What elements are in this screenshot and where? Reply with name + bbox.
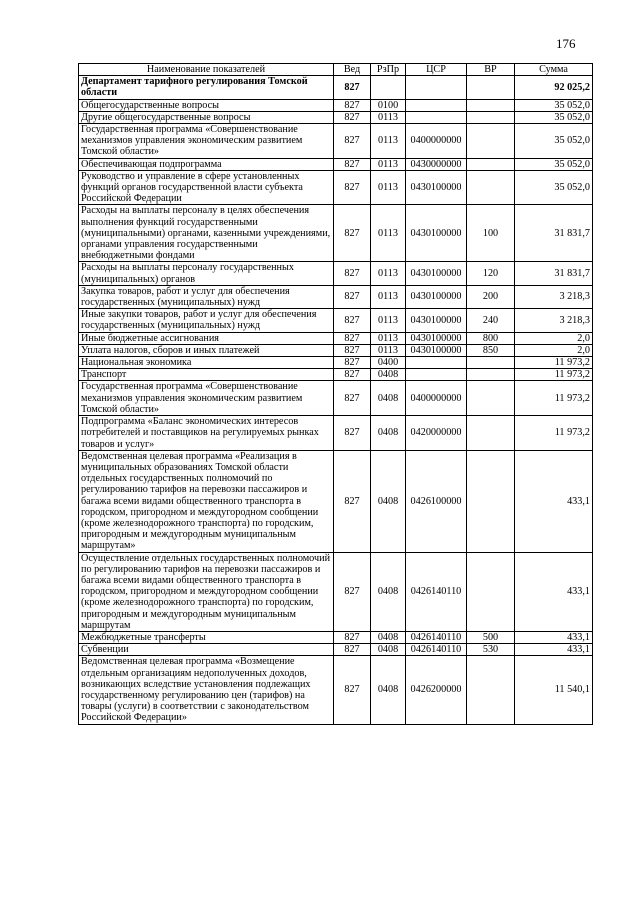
cell-name: Подпрограмма «Баланс экономических интересов потребителей и поставщиков на регулируемых рынках товаров и услуг» (79, 416, 334, 451)
cell-ved: 827 (334, 285, 371, 308)
cell-rzpr: 0408 (371, 450, 406, 552)
cell-name: Закупка товаров, работ и услуг для обеспечения государственных (муниципальных) нужд (79, 285, 334, 308)
cell-vr: 200 (467, 285, 515, 308)
cell-name: Общегосударственные вопросы (79, 99, 334, 111)
cell-vr (467, 111, 515, 123)
cell-rzpr: 0400 (371, 357, 406, 369)
cell-sum: 433,1 (515, 450, 593, 552)
cell-name: Расходы на выплаты персоналу в целях обеспечения выполнения функций государственными (муниципальными) органами, казенными учреждениями, органами управления государственными внебюджетными фондами (79, 205, 334, 262)
table-row (79, 369, 593, 381)
cell-csr: 0430100000 (406, 262, 467, 285)
cell-rzpr: 0408 (371, 631, 406, 643)
table-row (79, 332, 593, 344)
cell-rzpr: 0113 (371, 205, 406, 262)
table-row (79, 158, 593, 170)
cell-name: Субвенции (79, 644, 334, 656)
cell-ved: 827 (334, 631, 371, 643)
cell-rzpr: 0113 (371, 111, 406, 123)
cell-vr: 800 (467, 332, 515, 344)
cell-sum: 35 052,0 (515, 111, 593, 123)
page-number: 176 (556, 36, 576, 51)
table-row (79, 344, 593, 356)
cell-ved: 827 (334, 262, 371, 285)
cell-rzpr: 0113 (371, 332, 406, 344)
cell-name: Руководство и управление в сфере установленных функций органов государственной власти субъекта Российской Федерации (79, 170, 334, 205)
cell-vr (467, 357, 515, 369)
cell-sum: 2,0 (515, 332, 593, 344)
cell-csr: 0430000000 (406, 158, 467, 170)
cell-csr: 0430100000 (406, 332, 467, 344)
table-row (79, 381, 593, 416)
table-row (79, 99, 593, 111)
cell-vr: 850 (467, 344, 515, 356)
cell-vr: 530 (467, 644, 515, 656)
cell-csr: 0420000000 (406, 416, 467, 451)
cell-csr (406, 111, 467, 123)
cell-vr (467, 124, 515, 159)
cell-sum: 433,1 (515, 644, 593, 656)
table-header-row (79, 64, 593, 76)
table-row (79, 111, 593, 123)
cell-vr (467, 416, 515, 451)
cell-csr: 0430100000 (406, 344, 467, 356)
cell-sum: 35 052,0 (515, 158, 593, 170)
table-row (79, 450, 593, 552)
cell-sum: 2,0 (515, 344, 593, 356)
cell-name: Уплата налогов, сборов и иных платежей (79, 344, 334, 356)
cell-rzpr: 0100 (371, 99, 406, 111)
cell-csr: 0400000000 (406, 381, 467, 416)
cell-sum: 433,1 (515, 552, 593, 631)
cell-csr: 0430100000 (406, 170, 467, 205)
cell-csr: 0430100000 (406, 309, 467, 332)
table-row (79, 170, 593, 205)
cell-name: Межбюджетные трансферты (79, 631, 334, 643)
cell-sum: 35 052,0 (515, 170, 593, 205)
cell-name: Государственная программа «Совершенствование механизмов управления экономическим развитием Томской области» (79, 124, 334, 159)
cell-csr: 0426200000 (406, 656, 467, 724)
table-row (79, 76, 593, 99)
table-row (79, 416, 593, 451)
cell-name: Транспорт (79, 369, 334, 381)
cell-sum: 11 973,2 (515, 357, 593, 369)
cell-sum: 3 218,3 (515, 309, 593, 332)
cell-ved: 827 (334, 416, 371, 451)
cell-sum: 35 052,0 (515, 99, 593, 111)
cell-rzpr: 0113 (371, 309, 406, 332)
cell-csr: 0400000000 (406, 124, 467, 159)
column-header-vr: ВР (467, 64, 515, 76)
cell-vr: 100 (467, 205, 515, 262)
cell-ved: 827 (334, 76, 371, 99)
cell-vr (467, 158, 515, 170)
cell-rzpr: 0408 (371, 644, 406, 656)
cell-ved: 827 (334, 552, 371, 631)
cell-rzpr: 0113 (371, 170, 406, 205)
cell-rzpr: 0113 (371, 285, 406, 308)
cell-csr: 0430100000 (406, 205, 467, 262)
cell-name: Другие общегосударственные вопросы (79, 111, 334, 123)
table-row (79, 285, 593, 308)
cell-sum: 31 831,7 (515, 262, 593, 285)
cell-sum: 35 052,0 (515, 124, 593, 159)
cell-name: Ведомственная целевая программа «Возмещение отдельным организациям недополученных доходов, возникающих вследствие установления подлежащих государственному регулированию цен (тарифов) на товары (услуги) в соответствии с законодательством Российской Федерации» (79, 656, 334, 724)
cell-csr (406, 99, 467, 111)
table-row (79, 124, 593, 159)
column-header-sum: Сумма (515, 64, 593, 76)
cell-ved: 827 (334, 332, 371, 344)
cell-csr: 0426140110 (406, 631, 467, 643)
cell-name: Ведомственная целевая программа «Реализация в муниципальных образованиях Томской области отдельных государственных полномочий по регулированию тарифов на перевозки пассажиров и багажа всеми видами общественного транспорта в городском, пригородном и междугородном сообщении (кроме железнодорожного транспорта) по городским, пригородным и междугородным муниципальным маршрутам» (79, 450, 334, 552)
cell-vr (467, 450, 515, 552)
cell-ved: 827 (334, 450, 371, 552)
cell-rzpr: 0408 (371, 416, 406, 451)
cell-csr (406, 357, 467, 369)
cell-name: Иные бюджетные ассигнования (79, 332, 334, 344)
cell-vr (467, 552, 515, 631)
cell-rzpr: 0408 (371, 381, 406, 416)
cell-vr (467, 369, 515, 381)
cell-csr (406, 369, 467, 381)
cell-name: Государственная программа «Совершенствование механизмов управления экономическим развитием Томской области» (79, 381, 334, 416)
cell-csr: 0426140110 (406, 644, 467, 656)
column-header-name: Наименование показателей (79, 64, 334, 76)
column-header-csr: ЦСР (406, 64, 467, 76)
cell-rzpr (371, 76, 406, 99)
cell-ved: 827 (334, 170, 371, 205)
cell-ved: 827 (334, 99, 371, 111)
cell-vr (467, 381, 515, 416)
cell-name: Иные закупки товаров, работ и услуг для обеспечения государственных (муниципальных) нужд (79, 309, 334, 332)
table-row (79, 644, 593, 656)
table-row (79, 552, 593, 631)
cell-vr: 240 (467, 309, 515, 332)
cell-name: Национальная экономика (79, 357, 334, 369)
cell-vr: 500 (467, 631, 515, 643)
cell-rzpr: 0113 (371, 158, 406, 170)
cell-sum: 92 025,2 (515, 76, 593, 99)
cell-rzpr: 0113 (371, 262, 406, 285)
cell-rzpr: 0408 (371, 656, 406, 724)
cell-ved: 827 (334, 369, 371, 381)
table-row (79, 631, 593, 643)
cell-name: Обеспечивающая подпрограмма (79, 158, 334, 170)
cell-vr (467, 656, 515, 724)
cell-name: Осуществление отдельных государственных полномочий по регулированию тарифов на перевозки пассажиров и багажа всеми видами общественного транспорта в городском, пригородном и междугородном сообщении (кроме железнодорожного транспорта) по городским, пригородным и междугородным муниципальным маршрутам (79, 552, 334, 631)
cell-sum: 11 973,2 (515, 369, 593, 381)
cell-csr: 0426100000 (406, 450, 467, 552)
column-header-rzpr: РзПр (371, 64, 406, 76)
cell-vr: 120 (467, 262, 515, 285)
cell-rzpr: 0408 (371, 369, 406, 381)
table-row (79, 262, 593, 285)
cell-ved: 827 (334, 111, 371, 123)
cell-csr (406, 76, 467, 99)
cell-ved: 827 (334, 357, 371, 369)
cell-ved: 827 (334, 344, 371, 356)
cell-sum: 11 973,2 (515, 416, 593, 451)
cell-sum: 31 831,7 (515, 205, 593, 262)
cell-vr (467, 76, 515, 99)
table-row (79, 357, 593, 369)
cell-ved: 827 (334, 205, 371, 262)
cell-rzpr: 0408 (371, 552, 406, 631)
table-row (79, 656, 593, 724)
cell-ved: 827 (334, 656, 371, 724)
cell-name: Расходы на выплаты персоналу государственных (муниципальных) органов (79, 262, 334, 285)
cell-ved: 827 (334, 158, 371, 170)
table-row (79, 205, 593, 262)
cell-rzpr: 0113 (371, 344, 406, 356)
cell-ved: 827 (334, 309, 371, 332)
cell-sum: 3 218,3 (515, 285, 593, 308)
cell-name: Департамент тарифного регулирования Томской области (79, 76, 334, 99)
cell-sum: 11 973,2 (515, 381, 593, 416)
cell-csr: 0426140110 (406, 552, 467, 631)
column-header-ved: Вед (334, 64, 371, 76)
cell-ved: 827 (334, 381, 371, 416)
cell-vr (467, 99, 515, 111)
table-body (79, 76, 593, 724)
cell-rzpr: 0113 (371, 124, 406, 159)
cell-sum: 433,1 (515, 631, 593, 643)
cell-csr: 0430100000 (406, 285, 467, 308)
cell-sum: 11 540,1 (515, 656, 593, 724)
cell-vr (467, 170, 515, 205)
budget-table (78, 63, 593, 725)
table-row (79, 309, 593, 332)
cell-ved: 827 (334, 644, 371, 656)
cell-ved: 827 (334, 124, 371, 159)
